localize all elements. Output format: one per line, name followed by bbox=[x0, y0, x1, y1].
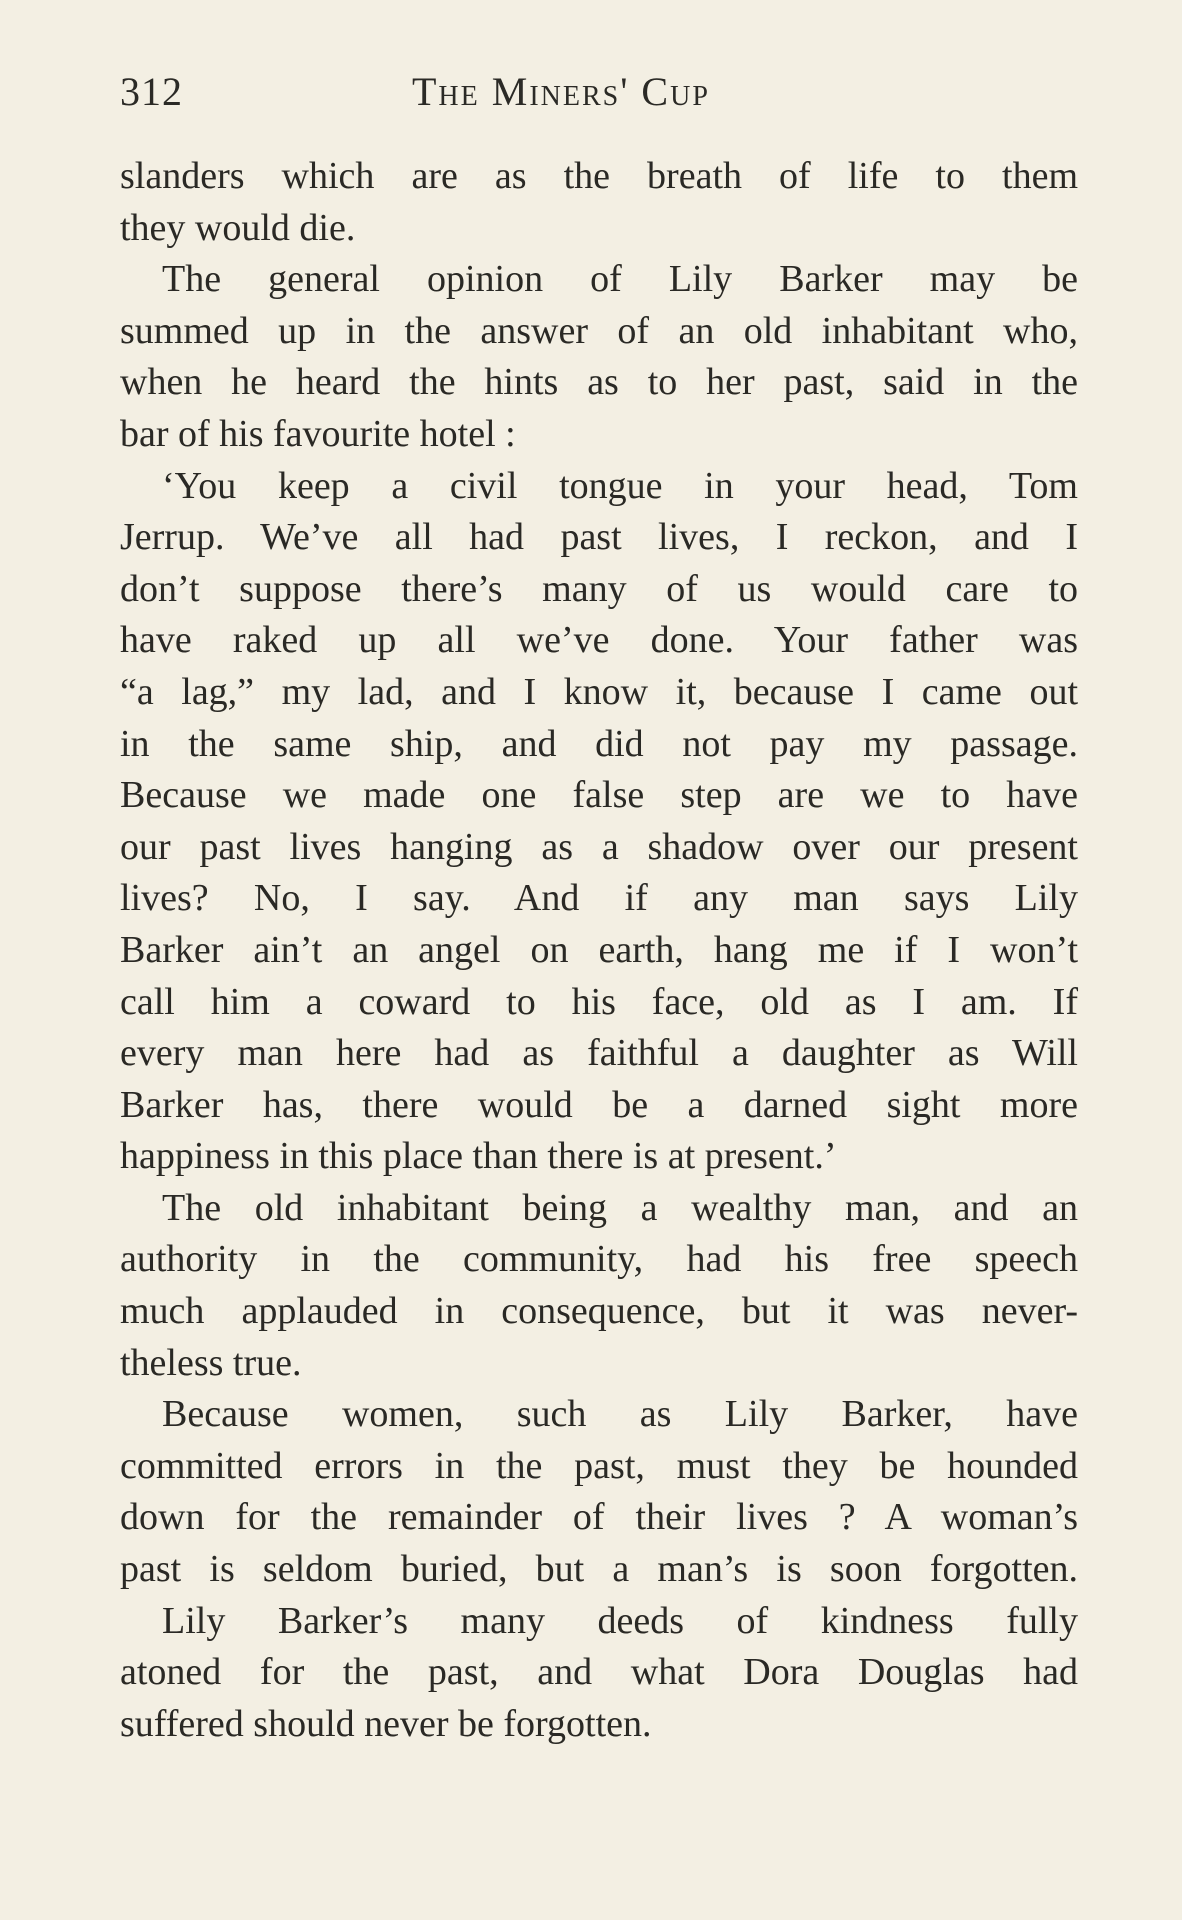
text-line: much applauded in consequence, but it was never- bbox=[120, 1290, 1078, 1333]
text-line: Because women, such as Lily Barker, have bbox=[162, 1393, 1078, 1436]
text-line: bar of his favourite hotel : bbox=[120, 412, 516, 455]
text-line: call him a coward to his face, old as I am. If bbox=[120, 980, 1078, 1023]
body-text bbox=[120, 151, 1078, 1750]
text-line: Jerrup. We’ve all had past lives, I reckon, and I bbox=[120, 516, 1078, 559]
text-line: lives? No, I say. And if any man says Lily bbox=[120, 877, 1078, 920]
text-line: ‘You keep a civil tongue in your head, Tom bbox=[162, 464, 1078, 507]
text-line: past is seldom buried, but a man’s is soon forgotten. bbox=[120, 1548, 1078, 1591]
text-line: don’t suppose there’s many of us would care to bbox=[120, 567, 1078, 610]
text-line: Barker has, there would be a darned sight more bbox=[120, 1083, 1078, 1126]
text-line: “a lag,” my lad, and I know it, because I came out bbox=[120, 670, 1078, 713]
page-number: 312 bbox=[120, 69, 183, 114]
text-line: our past lives hanging as a shadow over our present bbox=[120, 825, 1078, 868]
text-line: happiness in this place than there is at present.’ bbox=[120, 1135, 837, 1178]
text-line: authority in the community, had his free speech bbox=[120, 1238, 1078, 1281]
text-line: The old inhabitant being a wealthy man, and an bbox=[162, 1186, 1078, 1229]
text-line: theless true. bbox=[120, 1341, 302, 1384]
text-line: slanders which are as the breath of life to them bbox=[120, 155, 1078, 197]
text-line: down for the remainder of their lives ? A woman’s bbox=[120, 1496, 1078, 1539]
text-line: Barker ain’t an angel on earth, hang me if I won’t bbox=[120, 928, 1078, 971]
text-line: Because we made one false step are we to have bbox=[120, 774, 1078, 817]
text-line: have raked up all we’ve done. Your father was bbox=[120, 619, 1078, 662]
text-line: committed errors in the past, must they be hounded bbox=[120, 1444, 1078, 1487]
text-line: when he heard the hints as to her past, said in the bbox=[120, 361, 1078, 404]
page-header bbox=[120, 64, 1080, 120]
text-line: Lily Barker’s many deeds of kindness fully bbox=[162, 1599, 1078, 1642]
text-line: they would die. bbox=[120, 206, 356, 249]
text-line: summed up in the answer of an old inhabitant who, bbox=[120, 309, 1078, 352]
running-head: The Miners' Cup bbox=[412, 69, 710, 114]
text-line: The general opinion of Lily Barker may be bbox=[162, 258, 1078, 301]
text-line: atoned for the past, and what Dora Douglas had bbox=[120, 1651, 1078, 1694]
text-line: in the same ship, and did not pay my passage. bbox=[120, 722, 1078, 765]
text-line: suffered should never be forgotten. bbox=[120, 1702, 652, 1745]
text-line: every man here had as faithful a daughter as Will bbox=[120, 1032, 1078, 1075]
